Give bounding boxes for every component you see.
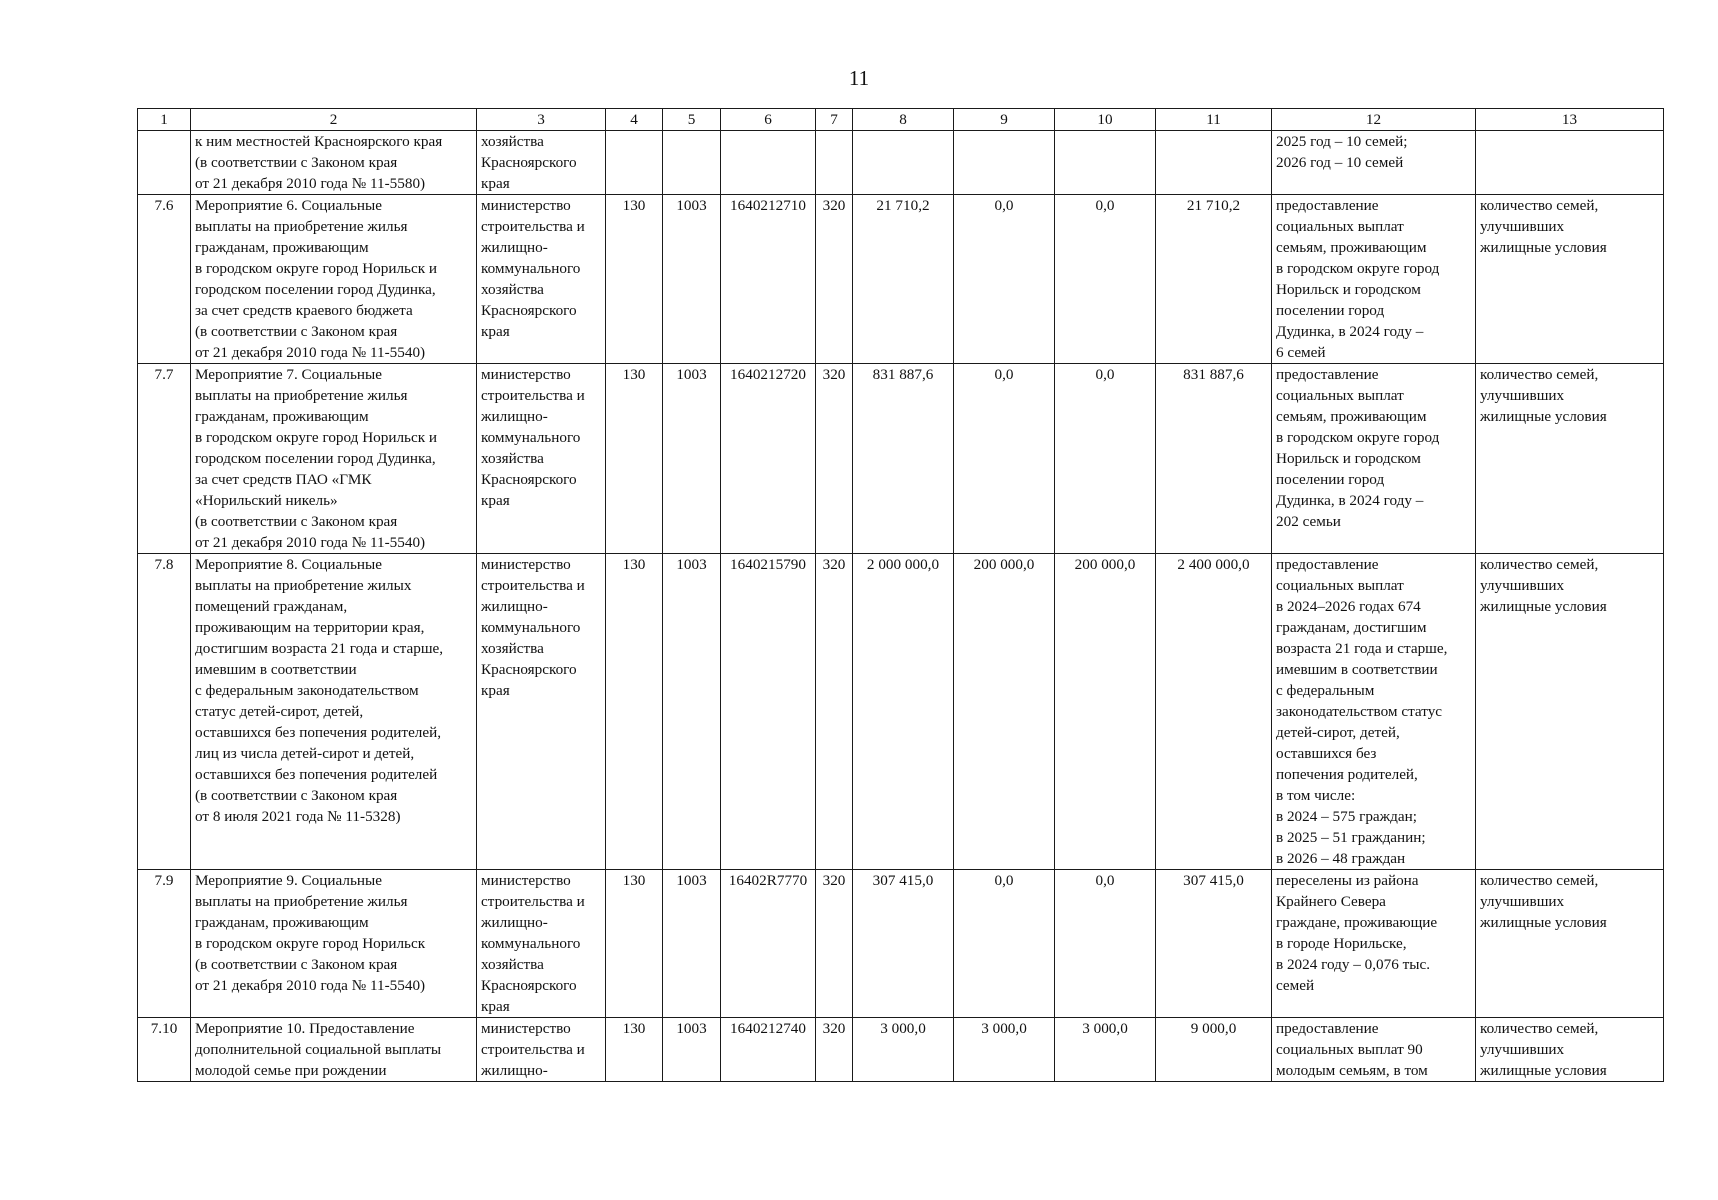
column-header: 9 — [954, 109, 1055, 131]
cell-indicator: количество семей, улучшивших жилищные условия — [1476, 1018, 1664, 1082]
cell-amount-2024: 2 000 000,0 — [853, 554, 954, 870]
cell-amount-2026: 200 000,0 — [1055, 554, 1156, 870]
cell-number: 7.9 — [138, 870, 191, 1018]
cell-amount-total: 21 710,2 — [1156, 195, 1272, 364]
cell-rzpr: 1003 — [663, 554, 721, 870]
cell-expected-result: 2025 год – 10 семей; 2026 год – 10 семей — [1272, 131, 1476, 195]
cell-amount-total: 307 415,0 — [1156, 870, 1272, 1018]
page-number: 11 — [848, 66, 870, 90]
cell-number: 7.7 — [138, 364, 191, 554]
cell-vr: 320 — [816, 1018, 853, 1082]
cell-vr: 320 — [816, 870, 853, 1018]
cell-grbs: 130 — [606, 1018, 663, 1082]
cell-amount-2026: 0,0 — [1055, 195, 1156, 364]
cell-responsible: хозяйства Красноярского края — [477, 131, 606, 195]
table-row — [138, 195, 1664, 364]
cell-indicator: количество семей, улучшивших жилищные условия — [1476, 554, 1664, 870]
column-header: 3 — [477, 109, 606, 131]
column-header: 11 — [1156, 109, 1272, 131]
cell-amount-2025: 200 000,0 — [954, 554, 1055, 870]
column-header: 8 — [853, 109, 954, 131]
cell-measure-name: Мероприятие 8. Социальные выплаты на приобретение жилых помещений гражданам, проживающим на территории края, достигшим возраста 21 года и старше, имевшим в соответствии с федеральным законодательством статус детей-сирот, детей, оставшихся без попечения родителей, лиц из числа детей-сирот и детей, оставшихся без попечения родителей (в соответствии с Законом края от 8 июля 2021 года № 11-5328) — [191, 554, 477, 870]
cell-grbs: 130 — [606, 195, 663, 364]
cell-amount-2024: 21 710,2 — [853, 195, 954, 364]
cell-rzpr: 1003 — [663, 870, 721, 1018]
column-header: 1 — [138, 109, 191, 131]
cell-amount-total — [1156, 131, 1272, 195]
cell-indicator: количество семей, улучшивших жилищные условия — [1476, 870, 1664, 1018]
cell-expected-result: предоставление социальных выплат 90 молодым семьям, в том — [1272, 1018, 1476, 1082]
cell-responsible: министерство строительства и жилищно- — [477, 1018, 606, 1082]
cell-csr: 1640212740 — [721, 1018, 816, 1082]
table-row — [138, 364, 1664, 554]
column-header: 7 — [816, 109, 853, 131]
cell-csr — [721, 131, 816, 195]
cell-amount-2024: 831 887,6 — [853, 364, 954, 554]
cell-measure-name: Мероприятие 7. Социальные выплаты на приобретение жилья гражданам, проживающим в городском округе город Норильск и городском поселении город Дудинка, за счет средств ПАО «ГМК «Норильский никель» (в соответствии с Законом края от 21 декабря 2010 года № 11-5540) — [191, 364, 477, 554]
cell-amount-total: 2 400 000,0 — [1156, 554, 1272, 870]
table-row — [138, 1018, 1664, 1082]
cell-vr — [816, 131, 853, 195]
cell-amount-2026: 0,0 — [1055, 364, 1156, 554]
column-header: 4 — [606, 109, 663, 131]
cell-amount-2025: 0,0 — [954, 364, 1055, 554]
cell-amount-total: 9 000,0 — [1156, 1018, 1272, 1082]
cell-expected-result: предоставление социальных выплат семьям, проживающим в городском округе город Норильск и городском поселении город Дудинка, в 2024 году – 202 семьи — [1272, 364, 1476, 554]
column-header: 10 — [1055, 109, 1156, 131]
table-row — [138, 554, 1664, 870]
table-row — [138, 870, 1664, 1018]
cell-rzpr: 1003 — [663, 364, 721, 554]
cell-grbs: 130 — [606, 870, 663, 1018]
cell-rzpr: 1003 — [663, 195, 721, 364]
cell-amount-2024: 3 000,0 — [853, 1018, 954, 1082]
cell-vr: 320 — [816, 195, 853, 364]
cell-measure-name: Мероприятие 10. Предоставление дополнительной социальной выплаты молодой семье при рождении — [191, 1018, 477, 1082]
cell-number: 7.10 — [138, 1018, 191, 1082]
cell-csr: 1640212720 — [721, 364, 816, 554]
cell-amount-2024: 307 415,0 — [853, 870, 954, 1018]
cell-expected-result: предоставление социальных выплат в 2024–2026 годах 674 гражданам, достигшим возраста 21 года и старше, имевшим в соответствии с федеральным законодательством статус детей-сирот, детей, оставшихся без попечения родителей, в том числе: в 2024 – 575 граждан; в 2025 – 51 гражданин; в 2026 – 48 граждан — [1272, 554, 1476, 870]
cell-indicator: количество семей, улучшивших жилищные условия — [1476, 195, 1664, 364]
cell-amount-2025: 0,0 — [954, 195, 1055, 364]
cell-responsible: министерство строительства и жилищно- коммунального хозяйства Красноярского края — [477, 364, 606, 554]
cell-expected-result: предоставление социальных выплат семьям, проживающим в городском округе город Норильск и городском поселении город Дудинка, в 2024 году – 6 семей — [1272, 195, 1476, 364]
cell-number: 7.8 — [138, 554, 191, 870]
cell-amount-2024 — [853, 131, 954, 195]
cell-responsible: министерство строительства и жилищно- коммунального хозяйства Красноярского края — [477, 554, 606, 870]
cell-amount-2026: 0,0 — [1055, 870, 1156, 1018]
cell-amount-2025: 0,0 — [954, 870, 1055, 1018]
cell-csr: 16402R7770 — [721, 870, 816, 1018]
cell-responsible: министерство строительства и жилищно- коммунального хозяйства Красноярского края — [477, 195, 606, 364]
cell-csr: 1640212710 — [721, 195, 816, 364]
cell-amount-2026 — [1055, 131, 1156, 195]
cell-number: 7.6 — [138, 195, 191, 364]
cell-csr: 1640215790 — [721, 554, 816, 870]
cell-indicator — [1476, 131, 1664, 195]
column-header: 6 — [721, 109, 816, 131]
cell-rzpr — [663, 131, 721, 195]
cell-amount-2025: 3 000,0 — [954, 1018, 1055, 1082]
column-header: 5 — [663, 109, 721, 131]
cell-amount-total: 831 887,6 — [1156, 364, 1272, 554]
cell-amount-2025 — [954, 131, 1055, 195]
column-header: 2 — [191, 109, 477, 131]
cell-expected-result: переселены из района Крайнего Севера граждане, проживающие в городе Норильске, в 2024 году – 0,076 тыс. семей — [1272, 870, 1476, 1018]
table-header-row — [138, 109, 1664, 131]
cell-responsible: министерство строительства и жилищно- коммунального хозяйства Красноярского края — [477, 870, 606, 1018]
program-measures-table — [137, 108, 1664, 1082]
cell-grbs: 130 — [606, 554, 663, 870]
column-header: 12 — [1272, 109, 1476, 131]
cell-indicator: количество семей, улучшивших жилищные условия — [1476, 364, 1664, 554]
cell-measure-name: Мероприятие 9. Социальные выплаты на приобретение жилья гражданам, проживающим в городском округе город Норильск (в соответствии с Законом края от 21 декабря 2010 года № 11-5540) — [191, 870, 477, 1018]
cell-grbs — [606, 131, 663, 195]
table-row — [138, 131, 1664, 195]
cell-rzpr: 1003 — [663, 1018, 721, 1082]
cell-grbs: 130 — [606, 364, 663, 554]
cell-vr: 320 — [816, 364, 853, 554]
cell-number — [138, 131, 191, 195]
cell-measure-name: к ним местностей Красноярского края (в соответствии с Законом края от 21 декабря 2010 года № 11-5580) — [191, 131, 477, 195]
cell-vr: 320 — [816, 554, 853, 870]
cell-amount-2026: 3 000,0 — [1055, 1018, 1156, 1082]
cell-measure-name: Мероприятие 6. Социальные выплаты на приобретение жилья гражданам, проживающим в городском округе город Норильск и городском поселении город Дудинка, за счет средств краевого бюджета (в соответствии с Законом края от 21 декабря 2010 года № 11-5540) — [191, 195, 477, 364]
column-header: 13 — [1476, 109, 1664, 131]
